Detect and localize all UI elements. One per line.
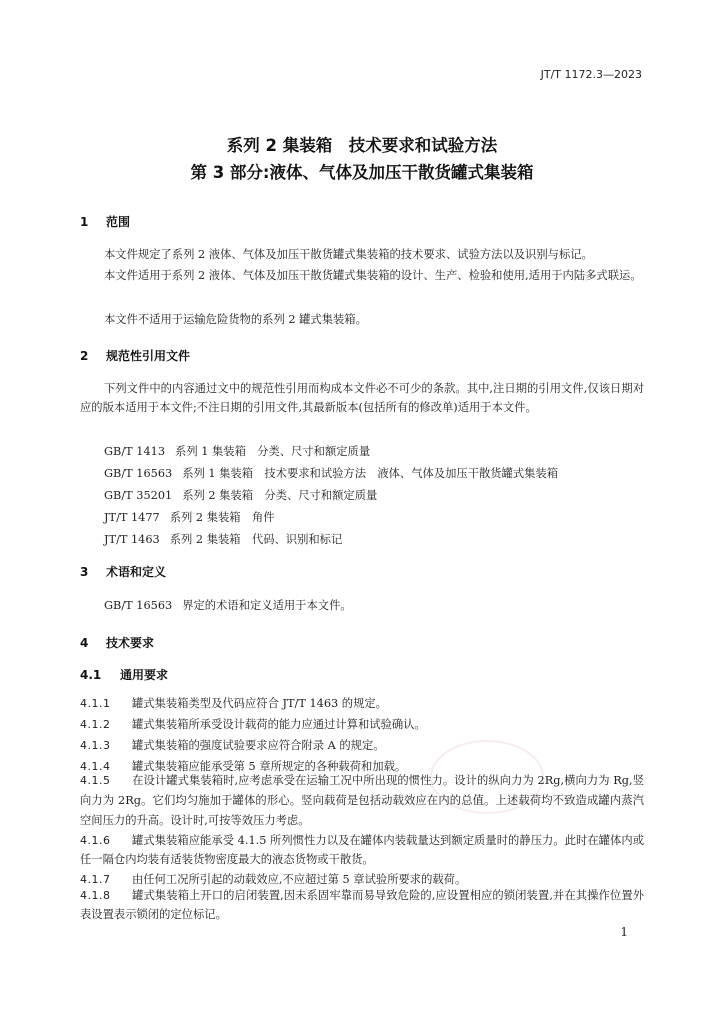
reference-item [104, 465, 558, 481]
clause-text: 罐式集装箱类型及代码应符合 JT/T 1463 的规定。 [132, 697, 387, 710]
clause-number: 4.1.7 [80, 873, 111, 886]
section-heading-normative-references [80, 347, 190, 364]
section-number: 1 [80, 215, 89, 229]
document-title-line2: 第 3 部分:液体、气体及加压干散货罐式集装箱 [190, 163, 534, 182]
clause [80, 694, 644, 713]
subsection-title: 通用要求 [120, 668, 169, 682]
subsection-heading-general [80, 666, 168, 683]
clause [80, 771, 644, 831]
reference-item [104, 443, 370, 459]
reference-title: 系列 1 集装箱 分类、尺寸和额定质量 [175, 445, 371, 458]
reference-item [104, 487, 377, 503]
clause-number: 4.1.5 [80, 774, 111, 787]
reference-code: JT/T 1477 [104, 511, 160, 524]
page-number: 1 [620, 925, 628, 939]
reference-title: 系列 2 集装箱 分类、尺寸和额定质量 [182, 489, 378, 502]
paragraph: 下列文件中的内容通过文中的规范性引用而构成本文件必不可少的条款。其中,注日期的引用文件,仅该日期对应的版本适用于本文件;不注日期的引用文件,其最新版本(包括所有的修改单)适用于本文件。 [80, 382, 644, 414]
section-title: 范围 [106, 215, 131, 229]
subsection-number: 4.1 [80, 668, 102, 682]
reference-code: GB/T 35201 [104, 489, 173, 502]
clause-number: 4.1.6 [80, 834, 111, 847]
reference-title: 系列 2 集装箱 代码、识别和标记 [169, 533, 343, 546]
reference-item [104, 531, 342, 547]
reference-title: 系列 2 集装箱 角件 [169, 511, 275, 524]
clause-number: 4.1.1 [80, 697, 111, 710]
reference-code: JT/T 1463 [104, 533, 160, 546]
standard-number: JT/T 1172.3—2023 [540, 68, 642, 81]
section-heading-scope [80, 213, 130, 230]
clause-text: 罐式集装箱的强度试验要求应符合附录 A 的规定。 [132, 739, 385, 752]
clause-text: 罐式集装箱所承受设计载荷的能力应通过计算和试验确认。 [132, 718, 426, 731]
terms-statement [104, 597, 352, 613]
document-title-line1: 系列 2 集装箱 技术要求和试验方法 [226, 136, 498, 155]
reference-title: 系列 1 集装箱 技术要求和试验方法 液体、气体及加压干散货罐式集装箱 [182, 467, 559, 480]
terms-text: 界定的术语和定义适用于本文件。 [182, 599, 352, 612]
clause-number: 4.1.4 [80, 760, 111, 773]
section-number: 4 [80, 636, 89, 650]
clause-text: 在设计罐式集装箱时,应考虑承受在运输工况中所出现的惯性力。设计的纵向力为 2Rg,横向力为 Rg,竖向力为 2Rg。它们均匀施加于罐体的形心。竖向载荷是包括动载效应在内的总值。上述载荷均不致造成罐内蒸汽空间压力的升高。设计时,可按等效压力考虑。 [80, 774, 644, 827]
clause-text: 由任何工况所引起的动载效应,不应超过第 5 章试验所要求的载荷。 [132, 873, 467, 886]
section-heading-terms-definitions [80, 563, 166, 580]
reference-code: GB/T 16563 [104, 599, 173, 612]
clause-number: 4.1.8 [80, 889, 111, 902]
paragraph: 本文件规定了系列 2 液体、气体及加压干散货罐式集装箱的技术要求、试验方法以及识别与标记。 [104, 248, 593, 261]
section-title: 术语和定义 [106, 565, 167, 579]
reference-code: GB/T 16563 [104, 467, 173, 480]
clause [80, 715, 644, 734]
clause-number: 4.1.2 [80, 718, 111, 731]
section-title: 规范性引用文件 [106, 349, 191, 363]
clause-text: 罐式集装箱应能承受第 5 章所规定的各种载荷和加载。 [132, 760, 407, 773]
section-number: 2 [80, 349, 89, 363]
clause-number: 4.1.3 [80, 739, 111, 752]
section-title: 技术要求 [106, 636, 155, 650]
paragraph: 本文件不适用于运输危险货物的系列 2 罐式集装箱。 [104, 313, 367, 326]
clause [80, 736, 644, 755]
clause [80, 886, 644, 924]
reference-code: GB/T 1413 [104, 445, 166, 458]
clause [80, 831, 644, 869]
reference-item [104, 509, 275, 525]
paragraph: 本文件适用于系列 2 液体、气体及加压干散货罐式集装箱的设计、生产、检验和使用,适用于内陆多式联运。 [104, 269, 642, 282]
section-heading-technical-requirements [80, 634, 154, 651]
section-number: 3 [80, 565, 89, 579]
clause-text: 罐式集装箱应能承受 4.1.5 所列惯性力以及在罐体内装载量达到额定质量时的静压力。此时在罐体内或任一隔仓内均装有适装货物密度最大的液态货物或干散货。 [80, 834, 644, 866]
clause-text: 罐式集装箱上开口的启闭装置,因未系固牢靠而易导致危险的,应设置相应的锁闭装置,并在其操作位置外表设置表示锁闭的定位标记。 [80, 889, 644, 921]
